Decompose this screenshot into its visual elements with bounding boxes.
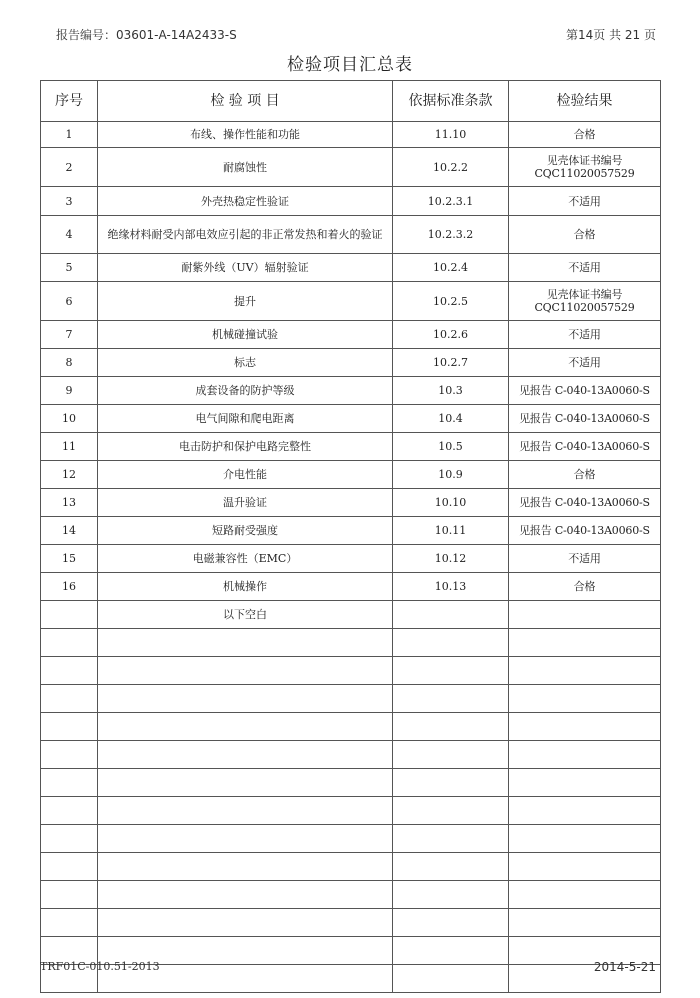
blank-cell (41, 601, 98, 629)
row-item: 机械碰撞试验 (98, 321, 393, 349)
table-row (41, 321, 661, 349)
table-row (41, 377, 661, 405)
row-result: 见报告 C-040-13A0060-S (509, 377, 661, 405)
row-number: 8 (41, 349, 98, 377)
row-result: 见壳体证书编号 CQC11020057529 (509, 148, 661, 187)
row-result: 合格 (509, 461, 661, 489)
row-item: 温升验证 (98, 489, 393, 517)
row-clause: 10.11 (393, 517, 509, 545)
blank-note-row (41, 601, 661, 629)
row-clause: 10.2.2 (393, 148, 509, 187)
empty-row (41, 909, 661, 937)
column-header-no: 序号 (41, 81, 98, 122)
row-item: 介电性能 (98, 461, 393, 489)
row-item: 耐腐蚀性 (98, 148, 393, 187)
row-result: 见报告 C-040-13A0060-S (509, 489, 661, 517)
row-item: 布线、操作性能和功能 (98, 122, 393, 148)
row-item: 机械操作 (98, 573, 393, 601)
report-number: 报告编号：03601-A-14A2433-S (56, 28, 237, 42)
table-row (41, 216, 661, 254)
empty-row (41, 657, 661, 685)
row-result: 合格 (509, 573, 661, 601)
row-number: 14 (41, 517, 98, 545)
blank-cell (509, 601, 661, 629)
row-item: 短路耐受强度 (98, 517, 393, 545)
row-number: 4 (41, 216, 98, 254)
row-number: 11 (41, 433, 98, 461)
row-number: 6 (41, 282, 98, 321)
table-row (41, 461, 661, 489)
row-result: 见报告 C-040-13A0060-S (509, 517, 661, 545)
row-result: 不适用 (509, 254, 661, 282)
row-number: 13 (41, 489, 98, 517)
row-clause: 10.2.3.2 (393, 216, 509, 254)
row-clause: 10.12 (393, 545, 509, 573)
row-number: 9 (41, 377, 98, 405)
row-clause: 10.10 (393, 489, 509, 517)
row-number: 10 (41, 405, 98, 433)
row-clause: 10.2.6 (393, 321, 509, 349)
row-item: 标志 (98, 349, 393, 377)
table-row (41, 405, 661, 433)
row-result: 不适用 (509, 321, 661, 349)
column-header-clause: 依据标准条款 (393, 81, 509, 122)
row-clause: 10.2.4 (393, 254, 509, 282)
table-row (41, 489, 661, 517)
row-number: 16 (41, 573, 98, 601)
row-result: 合格 (509, 122, 661, 148)
row-clause: 10.13 (393, 573, 509, 601)
empty-row (41, 741, 661, 769)
table-header-row (41, 81, 661, 122)
row-number: 7 (41, 321, 98, 349)
row-item: 电磁兼容性（EMC） (98, 545, 393, 573)
column-header-item: 检 验 项 目 (98, 81, 393, 122)
row-result: 不适用 (509, 187, 661, 216)
row-clause: 10.5 (393, 433, 509, 461)
blank-note: 以下空白 (98, 601, 393, 629)
table-row (41, 349, 661, 377)
row-number: 3 (41, 187, 98, 216)
row-number: 1 (41, 122, 98, 148)
row-item: 绝缘材料耐受内部电效应引起的非正常发热和着火的验证 (98, 216, 393, 254)
column-header-result: 检验结果 (509, 81, 661, 122)
blank-cell (393, 601, 509, 629)
empty-row (41, 685, 661, 713)
empty-row (41, 629, 661, 657)
form-code: TRF01C-010.51-2013 (40, 960, 160, 973)
row-number: 15 (41, 545, 98, 573)
report-date: 2014-5-21 (593, 960, 656, 974)
empty-row (41, 825, 661, 853)
row-clause: 10.9 (393, 461, 509, 489)
empty-row (41, 769, 661, 797)
row-number: 5 (41, 254, 98, 282)
row-item: 电击防护和保护电路完整性 (98, 433, 393, 461)
row-item: 成套设备的防护等级 (98, 377, 393, 405)
table-row (41, 148, 661, 187)
empty-row (41, 797, 661, 825)
row-clause: 10.2.5 (393, 282, 509, 321)
empty-row (41, 713, 661, 741)
table-row (41, 187, 661, 216)
row-result: 合格 (509, 216, 661, 254)
row-number: 2 (41, 148, 98, 187)
row-number: 12 (41, 461, 98, 489)
table-row (41, 573, 661, 601)
row-item: 耐紫外线（UV）辐射验证 (98, 254, 393, 282)
table-row (41, 433, 661, 461)
table-row (41, 254, 661, 282)
row-clause: 10.2.7 (393, 349, 509, 377)
row-result: 见报告 C-040-13A0060-S (509, 405, 661, 433)
inspection-summary-table (40, 80, 661, 993)
row-clause: 10.2.3.1 (393, 187, 509, 216)
row-clause: 10.4 (393, 405, 509, 433)
table-row (41, 122, 661, 148)
row-item: 电气间隙和爬电距离 (98, 405, 393, 433)
row-clause: 11.10 (393, 122, 509, 148)
row-result: 不适用 (509, 349, 661, 377)
page-title: 检验项目汇总表 (287, 55, 413, 75)
empty-row (41, 881, 661, 909)
table-row (41, 282, 661, 321)
page-number: 第14页 共 21 页 (566, 28, 656, 42)
row-item: 提升 (98, 282, 393, 321)
row-result: 见壳体证书编号 CQC11020057529 (509, 282, 661, 321)
table-row (41, 517, 661, 545)
table-row (41, 545, 661, 573)
row-item: 外壳热稳定性验证 (98, 187, 393, 216)
row-result: 见报告 C-040-13A0060-S (509, 433, 661, 461)
empty-row (41, 853, 661, 881)
row-result: 不适用 (509, 545, 661, 573)
row-clause: 10.3 (393, 377, 509, 405)
